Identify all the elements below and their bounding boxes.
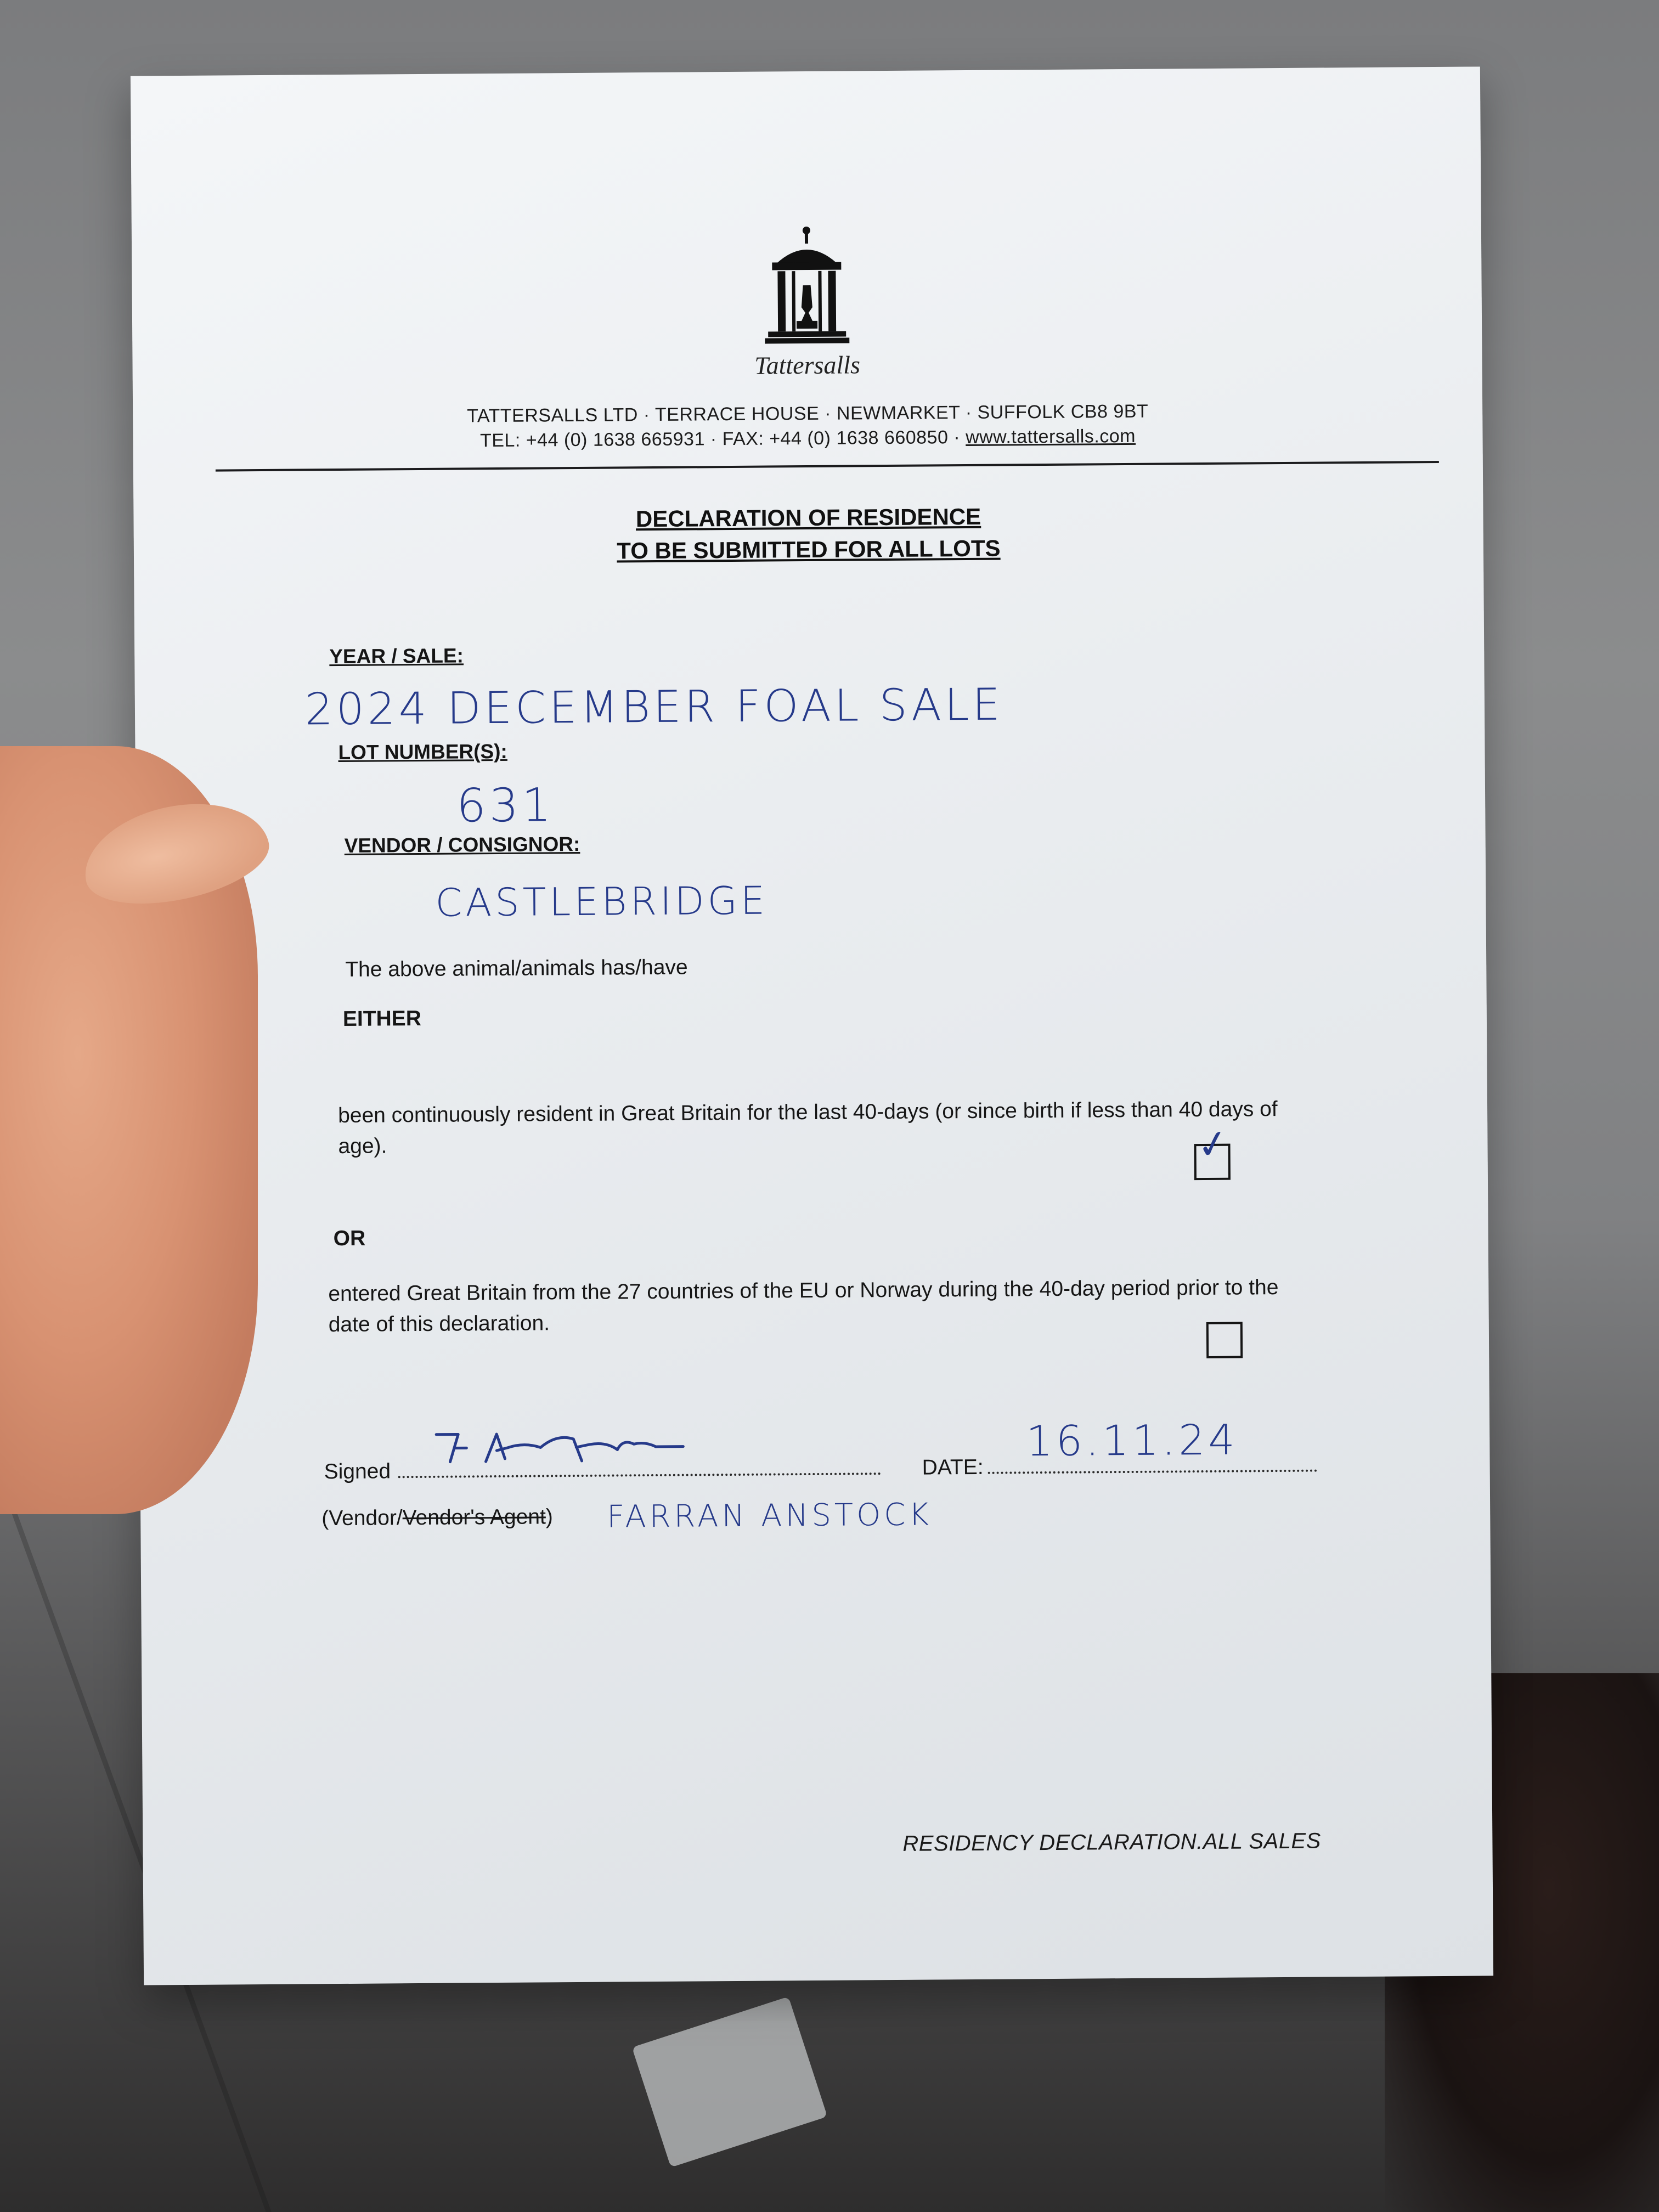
form-title: DECLARATION OF RESIDENCE xyxy=(635,503,981,532)
company-address: TATTERSALLS LTD · TERRACE HOUSE · NEWMARKET · SUFFOLK CB8 9BT xyxy=(467,400,1149,427)
signature-scribble[interactable] xyxy=(425,1416,700,1478)
checkmark-icon: ✓ xyxy=(1193,1120,1233,1169)
header-divider xyxy=(216,461,1439,472)
vendor-value[interactable]: CASTLEBRIDGE xyxy=(435,878,769,926)
date-value[interactable]: 16.11.24 xyxy=(1025,1415,1239,1466)
year-sale-label: YEAR / SALE: xyxy=(329,644,464,668)
tattersalls-logo xyxy=(730,224,884,380)
vendor-label: VENDOR / CONSIGNOR: xyxy=(344,832,580,857)
role-label xyxy=(321,1505,553,1531)
either-label: EITHER xyxy=(342,1006,422,1031)
form-subtitle: TO BE SUBMITTED FOR ALL LOTS xyxy=(617,535,1001,564)
or-label: OR xyxy=(333,1226,366,1251)
role-vendor: (Vendor/ xyxy=(321,1506,403,1531)
signatory-name[interactable]: FARRAN ANSTOCK xyxy=(607,1497,933,1535)
date-label: DATE: xyxy=(922,1455,984,1480)
date-line xyxy=(988,1470,1317,1474)
option-entered-text: entered Great Britain from the 27 countries of the EU or Norway during the 40-day period prior to the date of this declaration. xyxy=(328,1276,1279,1337)
signed-label: Signed xyxy=(324,1459,391,1484)
lot-number-label: LOT NUMBER(S): xyxy=(338,740,507,764)
role-agent-struck: Vendor's Agent xyxy=(402,1505,546,1530)
website-link[interactable]: www.tattersalls.com xyxy=(965,425,1136,448)
phone-fax: TEL: +44 (0) 1638 665931 · FAX: +44 (0) 1638 660850 · xyxy=(479,427,966,452)
lot-number-value[interactable]: 631 xyxy=(456,778,555,833)
year-sale-value[interactable]: 2024 DECEMBER FOAL SALE xyxy=(304,679,1004,735)
intro-text: The above animal/animals has/have xyxy=(345,955,688,981)
form-footer: RESIDENCY DECLARATION.ALL SALES xyxy=(902,1829,1321,1856)
declaration-form xyxy=(131,66,1493,1985)
role-close: ) xyxy=(545,1505,553,1529)
option-entered-checkbox[interactable] xyxy=(1206,1322,1243,1358)
option-resident-text: been continuously resident in Great Britain for the last 40-days (or since birth if less than 40 days of age). xyxy=(337,1097,1278,1159)
rotunda-icon xyxy=(760,224,854,351)
brand-name: Tattersalls xyxy=(754,351,861,380)
